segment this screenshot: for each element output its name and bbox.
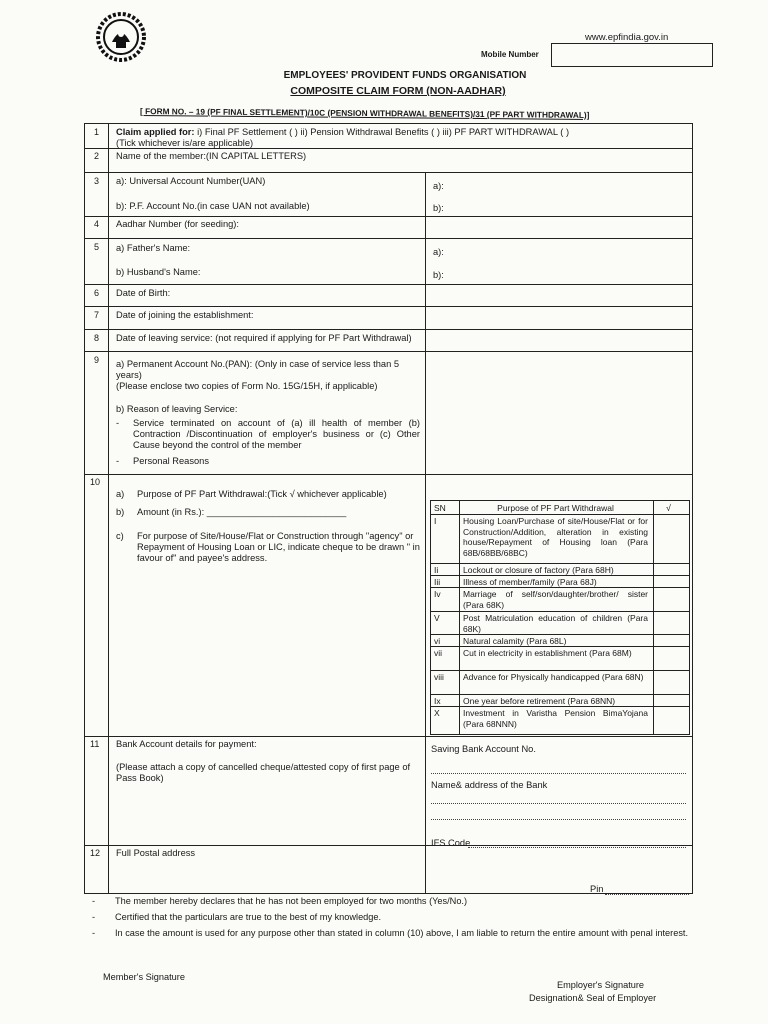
item-marker: b) xyxy=(116,507,125,517)
doj-label: Date of joining the establishment: xyxy=(116,310,254,320)
form-title: COMPOSITE CLAIM FORM (NON-AADHAR) xyxy=(290,85,506,97)
purpose-sn: I xyxy=(434,516,437,526)
cheque-payee-note: For purpose of Site/House/Flat or Construction through "agency" or Repayment of Housing Loan or LIC, indicate cheque to be drawn " in favour of" and payee's address. xyxy=(137,531,420,563)
purpose-table-tick-header: √ xyxy=(666,503,671,513)
purpose-text: One year before retirement (Para 68NN) xyxy=(463,696,616,706)
postal-address-label: Full Postal address xyxy=(116,848,196,858)
table-row[interactable] xyxy=(431,646,689,658)
purpose-table-sn-header: SN xyxy=(434,503,446,513)
row-number: 6 xyxy=(94,288,100,298)
claim-label: Claim applied for: xyxy=(116,127,195,137)
member-signature-label: Member's Signature xyxy=(103,972,185,982)
purpose-text: Housing Loan/Purchase of site/House/Flat or for Construction/Addition, alteration in existing house/Repayment of Housing loan (Para 68B/68BB/68BC) xyxy=(463,516,648,558)
table-row[interactable] xyxy=(431,611,689,634)
declaration-1: The member hereby declares that he has not been employed for two months (Yes/No.) xyxy=(115,896,468,906)
row-number: 12 xyxy=(90,848,101,858)
saving-account-label: Saving Bank Account No. xyxy=(431,744,536,754)
pin-field[interactable] xyxy=(605,893,689,895)
bullet: - xyxy=(116,418,120,428)
purpose-table-purpose-header: Purpose of PF Part Withdrawal xyxy=(497,503,614,513)
pf-account-value[interactable]: b): xyxy=(433,203,444,213)
mobile-number-field[interactable] xyxy=(551,43,713,67)
table-row[interactable] xyxy=(431,634,689,646)
member-name-label: Name of the member:(IN CAPITAL LETTERS) xyxy=(116,151,307,161)
purpose-text: Advance for Physically handicapped (Para 68N) xyxy=(463,672,644,682)
uan-label: a): Universal Account Number(UAN) xyxy=(116,176,266,186)
purpose-text: Cut in electricity in establishment (Para 68M) xyxy=(463,648,632,658)
purpose-table xyxy=(430,500,690,735)
bank-details-label: Bank Account details for payment: xyxy=(116,739,257,749)
withdrawal-purpose-label: Purpose of PF Part Withdrawal:(Tick √ whichever applicable) xyxy=(137,489,387,499)
dol-label: Date of leaving service: (not required if applying for PF Part Withdrawal) xyxy=(116,333,412,343)
pan-note: (Please enclose two copies of Form No. 15G/15H, if applicable) xyxy=(116,381,378,391)
column-divider xyxy=(653,501,654,734)
purpose-sn: Ix xyxy=(434,696,441,706)
employer-signature-label: Employer's Signature xyxy=(557,980,645,990)
row-number: 4 xyxy=(94,219,100,229)
pin-label: Pin xyxy=(590,884,604,894)
dob-label: Date of Birth: xyxy=(116,288,171,298)
pan-label: a) Permanent Account No.(PAN): (Only in case of service less than 5 years) xyxy=(116,359,399,380)
purpose-text: Natural calamity (Para 68L) xyxy=(463,636,567,646)
ifs-code-label: IFS Code xyxy=(431,838,471,848)
row-number: 11 xyxy=(90,739,100,749)
purpose-sn: Iv xyxy=(434,589,441,599)
organisation-name: EMPLOYEES' PROVIDENT FUNDS ORGANISATION xyxy=(283,70,527,81)
row-number: 2 xyxy=(94,151,100,161)
row-number: 1 xyxy=(94,127,100,137)
father-name-label: a) Father's Name: xyxy=(116,243,191,253)
purpose-sn: Iii xyxy=(434,577,441,587)
purpose-sn: V xyxy=(434,613,440,623)
table-row[interactable] xyxy=(431,575,689,587)
bank-address-field[interactable] xyxy=(431,818,686,820)
row-number: 9 xyxy=(94,355,100,365)
husband-name-value[interactable]: b): xyxy=(433,270,444,280)
table-row[interactable] xyxy=(431,514,689,558)
declaration-2: Certified that the particulars are true to the best of my knowledge. xyxy=(115,912,382,922)
row-number: 5 xyxy=(94,242,100,252)
saving-account-field[interactable] xyxy=(431,772,686,774)
claim-options: i) Final PF Settlement ( ) ii) Pension Withdrawal Benefits ( ) iii) PF PART WITHDRAWAL ( ) xyxy=(197,127,570,137)
table-row[interactable] xyxy=(431,706,689,729)
designation-seal-label: Designation& Seal of Employer xyxy=(529,993,657,1003)
purpose-text: Marriage of self/son/daughter/brother/ sister (Para 68K) xyxy=(463,589,648,610)
uan-value[interactable]: a): xyxy=(433,181,444,191)
ifs-code-field[interactable] xyxy=(468,846,686,848)
mobile-number-label: Mobile Number xyxy=(481,50,539,59)
bullet: - xyxy=(116,456,120,466)
bullet: - xyxy=(92,912,96,922)
leaving-reason-label: b) Reason of leaving Service: xyxy=(116,404,238,414)
claim-applied-for xyxy=(116,127,686,138)
form-number: [ FORM NO. – 19 (PF FINAL SETTLEMENT)/10C (PENSION WITHDRAWAL BENEFITS)/31 (PF PART WITHDRAWAL)] xyxy=(140,106,590,120)
bank-details-note: (Please attach a copy of cancelled cheque/attested copy of first page of Pass Book) xyxy=(116,762,411,783)
bank-name-field[interactable] xyxy=(431,802,686,804)
row-number: 3 xyxy=(94,176,100,186)
purpose-sn: X xyxy=(434,708,440,718)
purpose-text: Post Matriculation education of children (Para 68K) xyxy=(463,613,648,634)
website-url: www.epfindia.gov.in xyxy=(585,32,669,43)
father-name-value[interactable]: a): xyxy=(433,247,444,257)
declaration-3: In case the amount is used for any purpose other than stated in column (10) above, I am liable to return the entire amount with penal interest. xyxy=(115,928,689,938)
aadhar-label: Aadhar Number (for seeding): xyxy=(116,219,239,229)
purpose-sn: vii xyxy=(434,648,443,658)
husband-name-label: b) Husband's Name: xyxy=(116,267,201,277)
claim-note: (Tick whichever is/are applicable) xyxy=(116,138,254,148)
bank-name-label: Name& address of the Bank xyxy=(431,780,548,790)
purpose-sn: vi xyxy=(434,636,441,646)
leaving-reason-1: Service terminated on account of (a) ill health of member (b) Contraction /Discontinuation of employer's business or (c) Other Cause beyond the control of the member xyxy=(133,418,420,450)
table-row[interactable] xyxy=(431,670,689,682)
row-number: 8 xyxy=(94,333,100,343)
bullet: - xyxy=(92,928,96,938)
item-marker: a) xyxy=(116,489,125,499)
purpose-text: Lockout or closure of factory (Para 68H) xyxy=(463,565,614,575)
leaving-reason-2: Personal Reasons xyxy=(133,456,209,466)
item-marker: c) xyxy=(116,531,124,541)
column-divider xyxy=(459,501,460,734)
table-row[interactable] xyxy=(431,694,689,706)
row-number: 7 xyxy=(94,310,100,320)
table-row[interactable] xyxy=(431,587,689,610)
purpose-sn: Ii xyxy=(434,565,439,575)
row-number: 10 xyxy=(90,477,101,487)
amount-label[interactable]: Amount (in Rs.): ___________________________ xyxy=(137,507,347,517)
epfo-logo xyxy=(96,12,146,62)
purpose-sn: viii xyxy=(434,672,444,682)
bullet: - xyxy=(92,896,96,906)
pf-account-label: b): P.F. Account No.(in case UAN not available) xyxy=(116,201,310,211)
table-row[interactable] xyxy=(431,563,689,575)
purpose-text: Illness of member/family (Para 68J) xyxy=(463,577,597,587)
purpose-text: Investment in Varistha Pension BimaYojana (Para 68NNN) xyxy=(463,708,648,729)
